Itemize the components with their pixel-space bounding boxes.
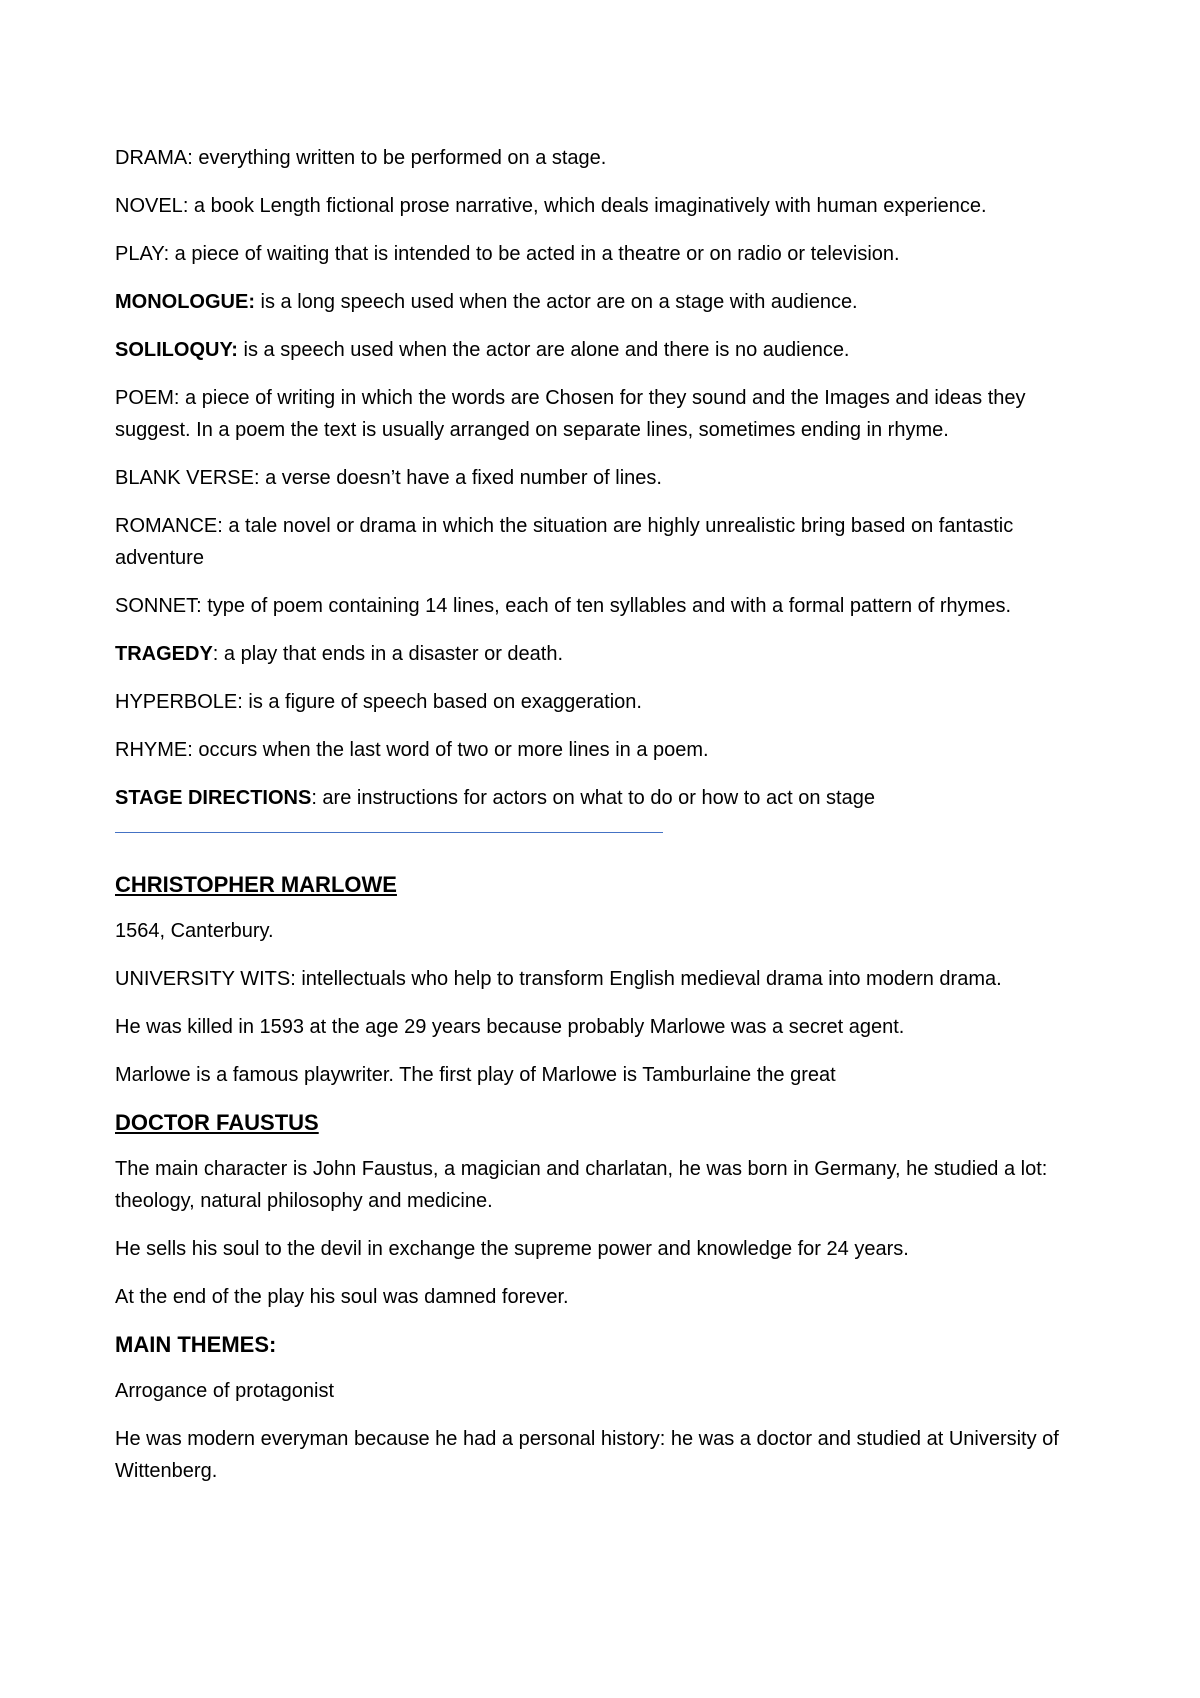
definition-sonnet [115,590,1100,622]
definition-stage-directions [115,782,1100,814]
definition-text: is a speech used when the actor are alone and there is no audience. [237,339,850,361]
faustus-paragraph: He sells his soul to the devil in exchange the supreme power and knowledge for 24 years. [115,1238,909,1260]
faustus-paragraph: The main character is John Faustus, a magician and charlatan, he was born in Germany, he studied a lot: theology, natural philosophy and medicine. [115,1158,1048,1212]
marlowe-playwriter: Marlowe is a famous playwriter. The first play of Marlowe is Tamburlaine the great [115,1064,836,1086]
definition-romance [115,510,1100,574]
marlowe-heading: CHRISTOPHER MARLOWE [115,872,397,897]
definition-blank-verse [115,462,1100,494]
definition-text: : a piece of writing in which the words are Chosen for they sound and the Images and ideas they suggest. In a poem the text is usually arranged on separate lines, sometimes ending in rhyme. [115,387,1026,441]
marlowe-born: 1564, Canterbury. [115,920,274,942]
term: HYPERBOLE [115,691,238,713]
themes-section [115,1329,1100,1487]
term: UNIVERSITY WITS [115,968,291,990]
definition-text: : a piece of waiting that is intended to be acted in a theatre or on radio or television. [163,243,900,265]
term: PLAY [115,243,164,265]
definition-text: : a play that ends in a disaster or death. [212,643,564,665]
marlowe-death: He was killed in 1593 at the age 29 years because probably Marlowe was a secret agent. [115,1016,905,1038]
definition-text: : a tale novel or drama in which the situation are highly unrealistic bring based on fantastic adventure [115,515,1014,569]
definition-rhyme [115,734,1100,766]
definition-drama [115,142,1100,174]
term: RHYME [115,739,188,761]
term: NOVEL [115,195,183,217]
themes-heading: MAIN THEMES: [115,1332,277,1357]
document-content [115,142,1100,1503]
definition-poem [115,382,1100,446]
term: ROMANCE [115,515,218,537]
term: SONNET [115,595,197,617]
term: SOLILOQUY: [115,339,238,361]
definition-hyperbole [115,686,1100,718]
definition-soliloquy [115,334,1100,366]
definition-text: is a long speech used when the actor are on a stage with audience. [255,291,858,313]
term: TRAGEDY [115,643,213,665]
definition-text: : everything written to be performed on a stage. [187,147,607,169]
definition-text: : is a figure of speech based on exaggeration. [237,691,642,713]
term: BLANK VERSE [115,467,254,489]
definition-novel [115,190,1100,222]
term: DRAMA [115,147,188,169]
definition-monologue [115,286,1100,318]
term: MONOLOGUE: [115,291,255,313]
faustus-section [115,1107,1100,1313]
definition-text: : are instructions for actors on what to do or how to act on stage [311,787,875,809]
definition-tragedy [115,638,1100,670]
university-wits [115,963,1100,995]
themes-paragraph: He was modern everyman because he had a personal history: he was a doctor and studied at University of Wittenberg. [115,1428,1059,1482]
definition-text: : intellectuals who help to transform English medieval drama into modern drama. [290,968,1002,990]
definition-text: : occurs when the last word of two or more lines in a poem. [187,739,709,761]
marlowe-section [115,869,1100,1091]
term: POEM [115,387,174,409]
definition-text: : a book Length fictional prose narrative, which deals imaginatively with human experience. [182,195,987,217]
faustus-heading: DOCTOR FAUSTUS [115,1110,319,1135]
definition-text: : type of poem containing 14 lines, each of ten syllables and with a formal pattern of rhymes. [196,595,1012,617]
horizontal-rule [115,832,663,833]
faustus-paragraph: At the end of the play his soul was damned forever. [115,1286,569,1308]
themes-paragraph: Arrogance of protagonist [115,1380,335,1402]
definitions-list [115,142,1100,814]
definition-text: : a verse doesn’t have a fixed number of lines. [253,467,662,489]
definition-play [115,238,1100,270]
term: STAGE DIRECTIONS [115,787,312,809]
